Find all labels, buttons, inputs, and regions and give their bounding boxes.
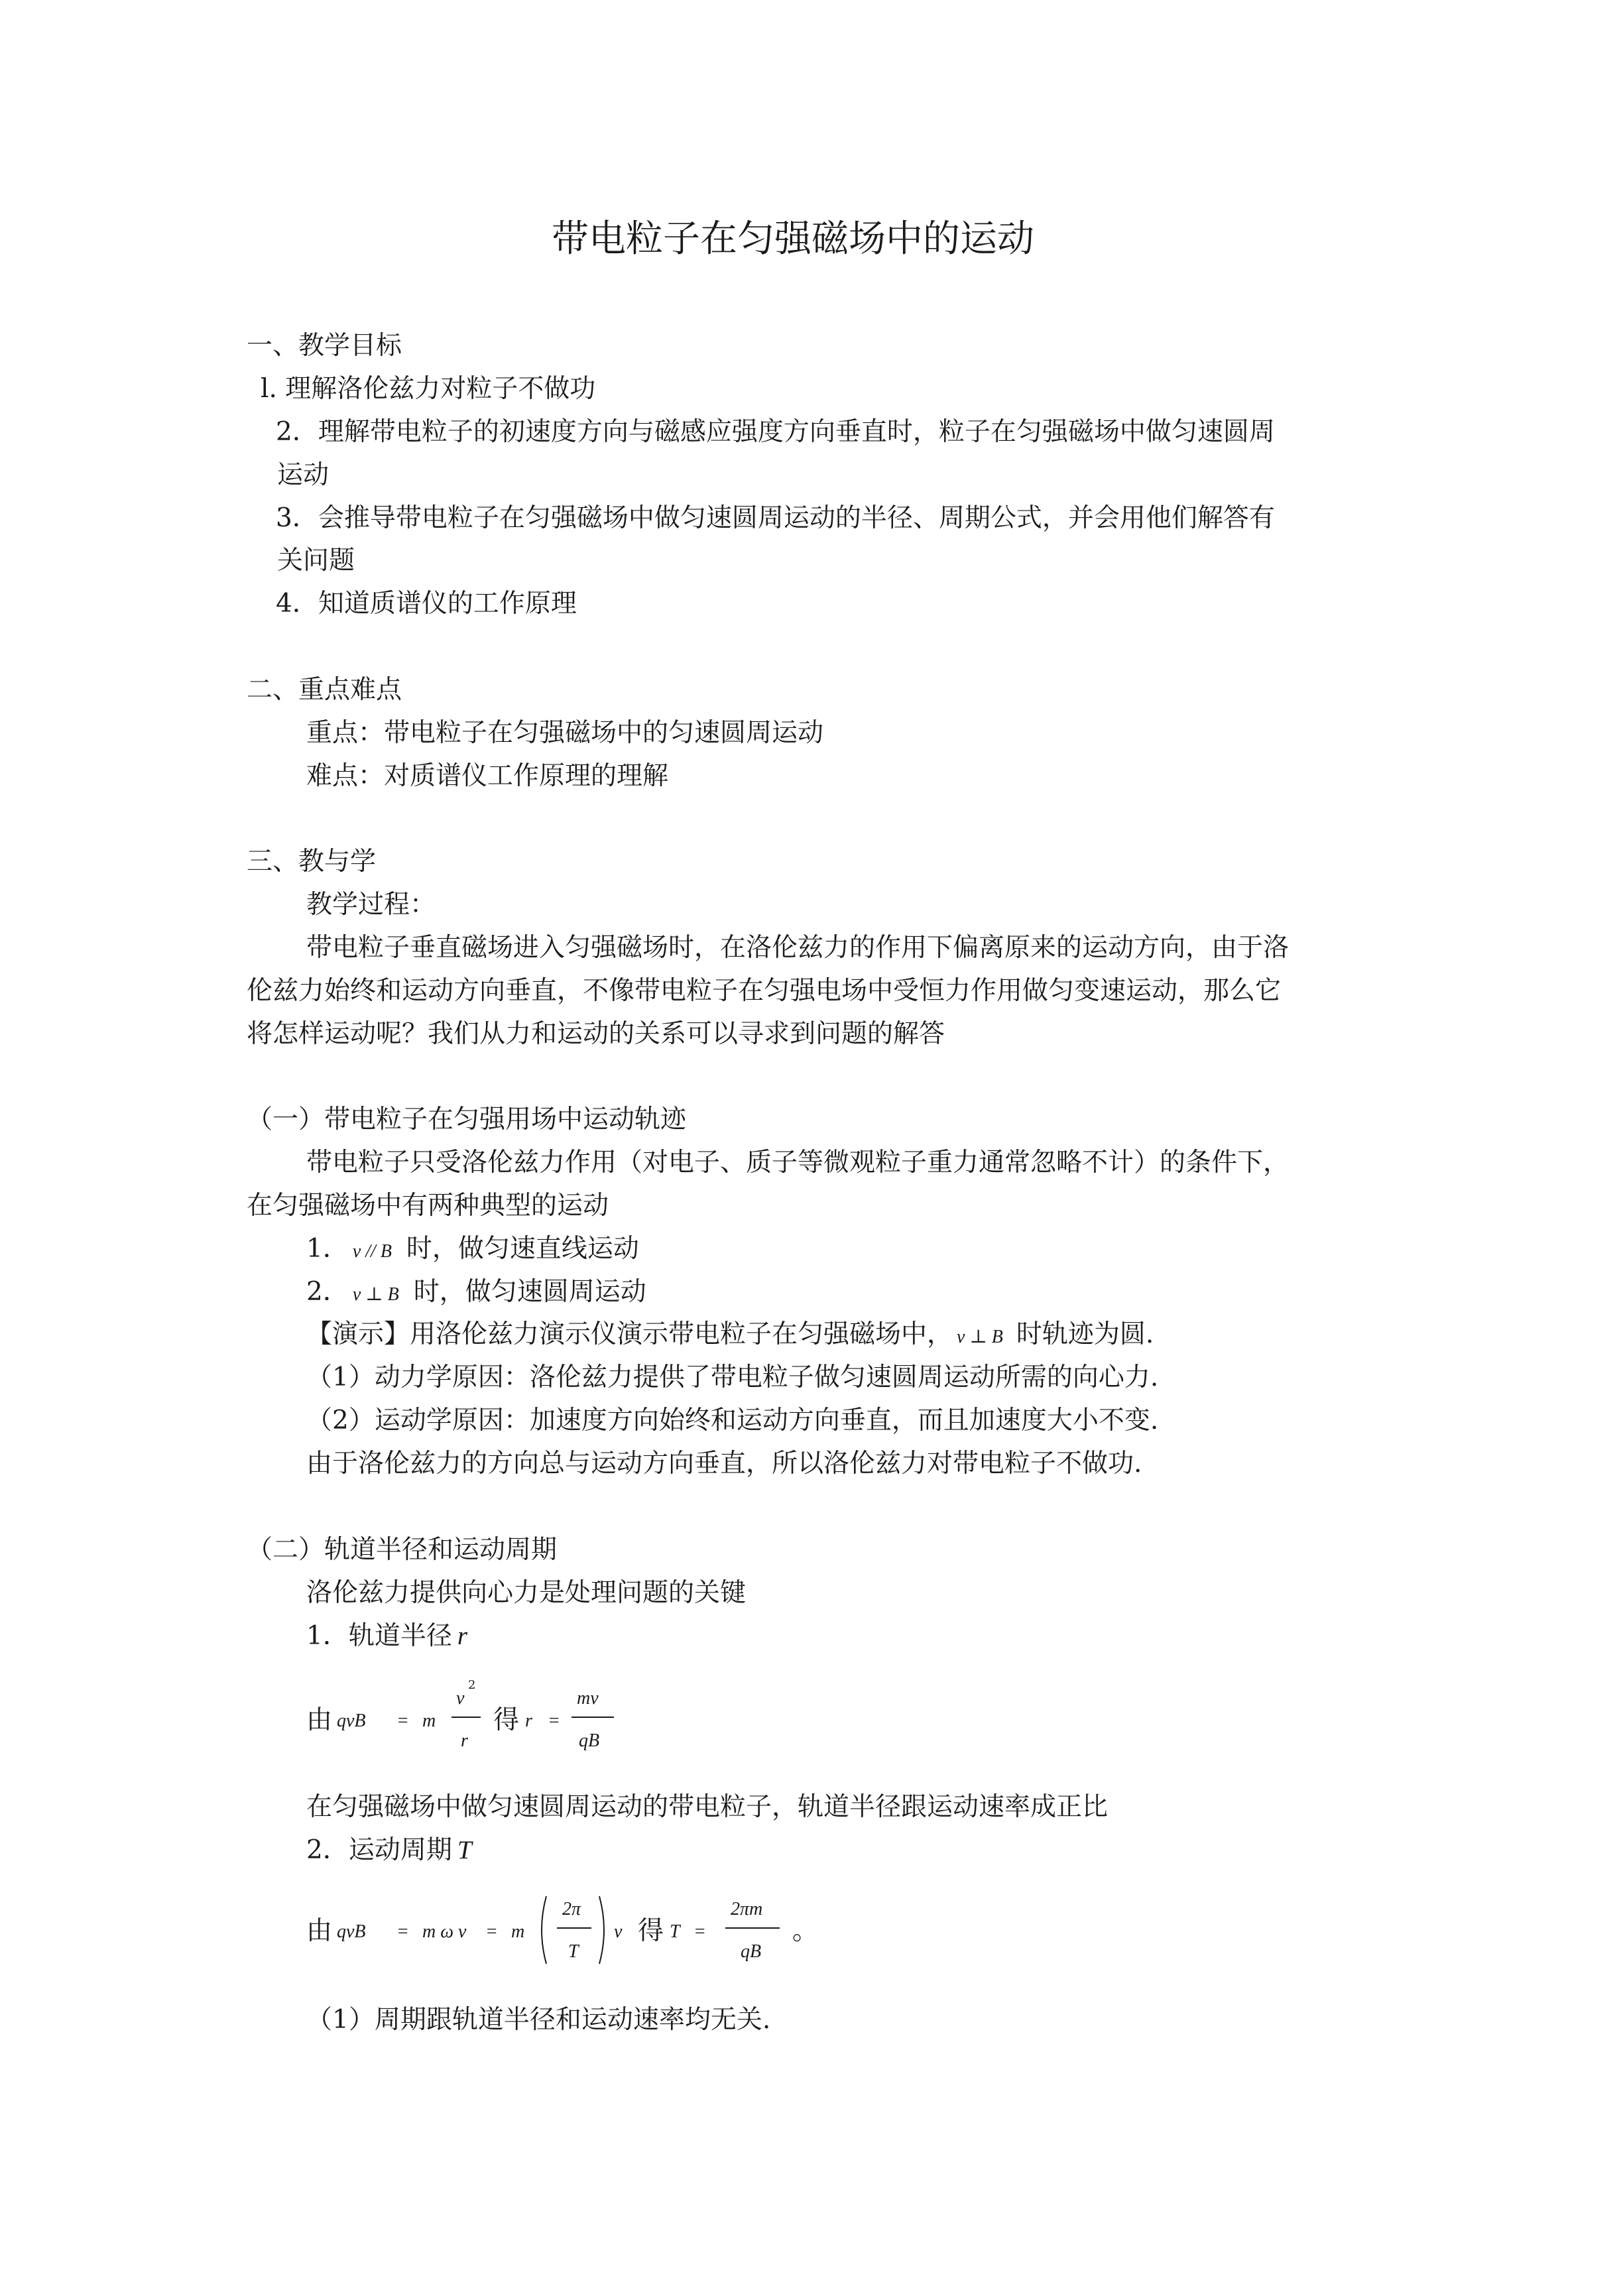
objective-item-3: 3．会推导带电粒子在匀强磁场中做匀速圆周运动的半径、周期公式，并会用他们解答有 bbox=[276, 503, 1275, 533]
text-fragment: 得 bbox=[493, 1705, 520, 1735]
text-fragment: 2 bbox=[468, 1678, 476, 1692]
text-fragment: r bbox=[461, 1730, 468, 1751]
subsection-heading-trajectory: （一）带电粒子在匀强用场中运动轨迹 bbox=[247, 1105, 687, 1134]
conclusion-line: 由于洛伦兹力的方向总与运动方向垂直，所以洛伦兹力对带电粒子不做功. bbox=[306, 1449, 1142, 1479]
objective-item-2: 2．理解带电粒子的初速度方向与磁感应强度方向垂直时，粒子在匀强磁场中做匀速圆周 bbox=[276, 417, 1275, 447]
radius-statement: 在匀强磁场中做匀速圆周运动的带电粒子，轨道半径跟运动速率成正比 bbox=[306, 1792, 1109, 1822]
objective-item-1: l. 理解洛伦兹力对粒子不做功 bbox=[261, 374, 596, 404]
text-fragment: T bbox=[568, 1941, 579, 1962]
period-heading bbox=[306, 1837, 472, 1863]
fraction-bar bbox=[557, 1927, 591, 1929]
trajectory-paragraph-line: 带电粒子只受洛伦兹力作用（对电子、质子等微观粒子重力通常忽略不计）的条件下， bbox=[306, 1148, 1290, 1178]
reason-kinematics: （2）运动学原因：加速度方向始终和运动方向垂直，而且加速度大小不变. bbox=[306, 1406, 1159, 1435]
text-fragment: = bbox=[485, 1921, 498, 1942]
teaching-process-label: 教学过程： bbox=[306, 890, 436, 920]
text-fragment: mv bbox=[577, 1688, 599, 1709]
text-fragment: m ω v bbox=[422, 1921, 467, 1942]
text-fragment: 。 bbox=[792, 1916, 819, 1946]
text-fragment: 由 bbox=[306, 1916, 333, 1946]
case-item-2 bbox=[306, 1279, 646, 1305]
key-statement: 洛伦兹力提供向心力是处理问题的关键 bbox=[306, 1578, 747, 1608]
section-heading-objectives: 一、教学目标 bbox=[247, 331, 402, 361]
page-title: 带电粒子在匀强磁场中的运动 bbox=[552, 217, 1034, 261]
text-fragment: 时，做匀速直线运动 bbox=[406, 1234, 639, 1264]
right-paren-icon bbox=[597, 1894, 611, 1966]
text-fragment: 2π bbox=[562, 1899, 581, 1919]
fraction-bar bbox=[725, 1927, 780, 1929]
math-v-parallel-b: v // B bbox=[352, 1241, 392, 1262]
objective-item-4: 4．知道质谱仪的工作原理 bbox=[276, 589, 577, 619]
text-fragment: 2πm bbox=[731, 1899, 763, 1919]
text-fragment: 由 bbox=[306, 1705, 333, 1735]
text-fragment: 2． bbox=[306, 1277, 349, 1307]
left-paren-icon bbox=[534, 1894, 549, 1966]
objective-item-3-cont: 关问题 bbox=[277, 546, 355, 575]
case-item-1 bbox=[306, 1236, 639, 1262]
text-fragment: v bbox=[456, 1688, 465, 1709]
text-fragment: qvB bbox=[337, 1711, 366, 1731]
text-fragment: = bbox=[396, 1711, 409, 1731]
text-fragment: 得 bbox=[638, 1916, 664, 1946]
key-point: 重点：带电粒子在匀强磁场中的匀速圆周运动 bbox=[306, 718, 824, 748]
math-v-perp-b: v ⊥ B bbox=[957, 1327, 1003, 1347]
text-fragment: = bbox=[548, 1711, 560, 1731]
intro-paragraph-line: 带电粒子垂直磁场进入匀强磁场时，在洛伦兹力的作用下偏离原来的运动方向，由于洛 bbox=[306, 933, 1290, 963]
text-fragment: qvB bbox=[337, 1921, 366, 1942]
period-note-1: （1）周期跟轨道半径和运动速率均无关. bbox=[306, 2005, 771, 2035]
difficult-point: 难点：对质谱仪工作原理的理解 bbox=[306, 761, 669, 791]
text-fragment: 2．运动周期 bbox=[306, 1835, 452, 1865]
text-fragment: = bbox=[693, 1921, 706, 1942]
text-fragment: 时轨迹为圆. bbox=[1016, 1319, 1154, 1349]
text-fragment: T bbox=[457, 1836, 472, 1864]
trajectory-paragraph-line: 在匀强磁场中有两种典型的运动 bbox=[247, 1191, 609, 1221]
text-fragment: 【演示】用洛伦兹力演示仪演示带电粒子在匀强磁场中， bbox=[306, 1319, 953, 1349]
section-heading-keypoints: 二、重点难点 bbox=[247, 675, 402, 705]
text-fragment: m bbox=[422, 1711, 436, 1731]
fraction-bar bbox=[451, 1717, 481, 1718]
text-fragment: qB bbox=[579, 1730, 600, 1751]
text-fragment: 时，做匀速圆周运动 bbox=[413, 1277, 646, 1307]
text-fragment: r bbox=[525, 1711, 532, 1731]
math-v-perp-b: v ⊥ B bbox=[352, 1284, 399, 1305]
text-fragment: 1．轨道半径 bbox=[306, 1621, 452, 1651]
text-fragment: qB bbox=[741, 1941, 762, 1962]
text-fragment: 1． bbox=[306, 1234, 349, 1264]
text-fragment: v bbox=[614, 1921, 623, 1942]
intro-paragraph-line: 伦兹力始终和运动方向垂直，不像带电粒子在匀强电场中受恒力作用做匀变速运动，那么它 bbox=[247, 976, 1282, 1006]
text-fragment: T bbox=[670, 1921, 680, 1942]
intro-paragraph-line: 将怎样运动呢？我们从力和运动的关系可以寻求到问题的解答 bbox=[247, 1019, 945, 1049]
reason-dynamics: （1）动力学原因：洛伦兹力提供了带电粒子做匀速圆周运动所需的向心力. bbox=[306, 1362, 1159, 1392]
demo-line bbox=[306, 1321, 1154, 1347]
subsection-heading-radius-period: （二）轨道半径和运动周期 bbox=[247, 1535, 558, 1565]
text-fragment: m bbox=[511, 1921, 525, 1942]
section-heading-teaching: 三、教与学 bbox=[247, 847, 377, 876]
text-fragment: r bbox=[457, 1622, 468, 1650]
radius-heading bbox=[306, 1623, 467, 1649]
text-fragment: = bbox=[396, 1921, 409, 1942]
objective-item-2-cont: 运动 bbox=[277, 460, 330, 490]
fraction-bar bbox=[571, 1717, 614, 1718]
